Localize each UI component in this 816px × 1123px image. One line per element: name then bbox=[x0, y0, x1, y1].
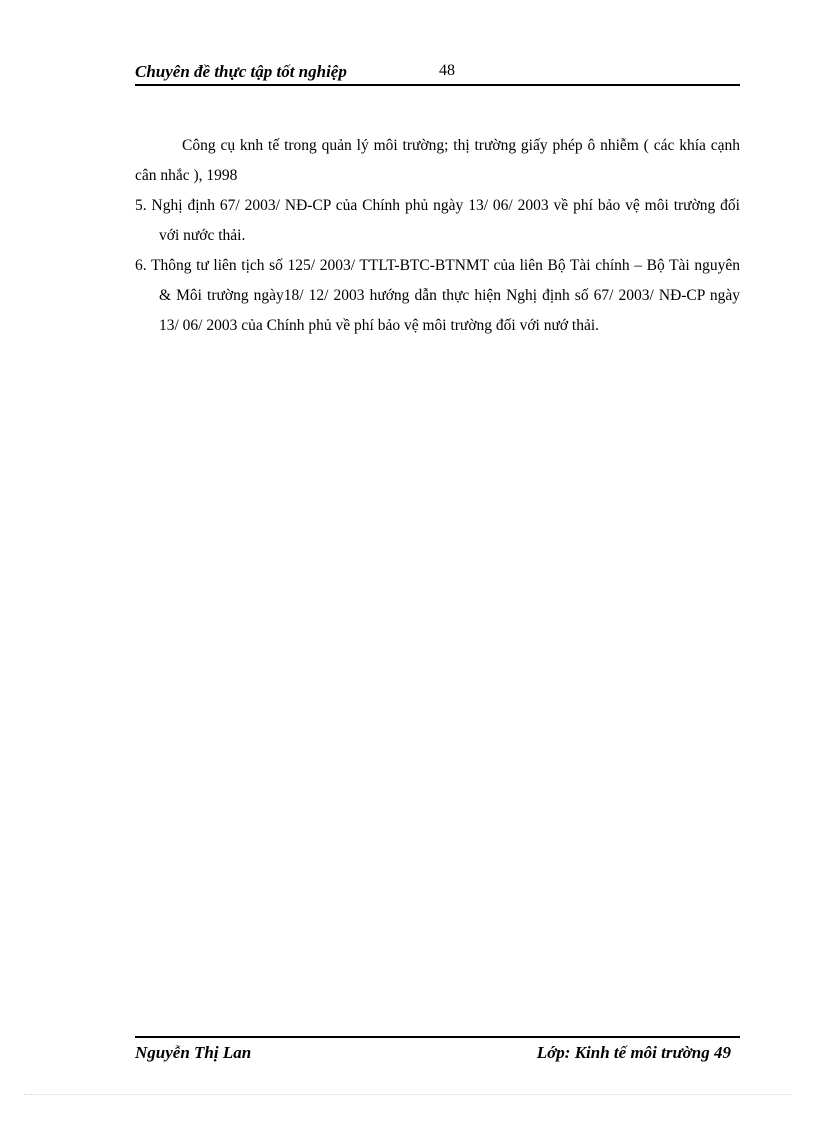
footer-divider bbox=[135, 1036, 740, 1038]
page-bottom-border bbox=[24, 1094, 792, 1095]
paragraph-intro: Công cụ knh tế trong quản lý môi trường; thị trường giấy phép ô nhiễm ( các khía cạnh cân nhắc ), 1998 bbox=[135, 137, 740, 184]
footer-author: Nguyễn Thị Lan bbox=[135, 1043, 252, 1062]
page-header bbox=[135, 60, 740, 86]
reference-item-5: 5. Nghị định 67/ 2003/ NĐ-CP của Chính phủ ngày 13/ 06/ 2003 về phí bảo vệ môi trường đối với nước thải. bbox=[135, 197, 740, 244]
header-page-number: 48 bbox=[439, 62, 455, 79]
reference-item-6: 6. Thông tư liên tịch số 125/ 2003/ TTLT-BTC-BTNMT của liên Bộ Tài chính – Bộ Tài nguyên & Môi trường ngày18/ 12/ 2003 hướng dẫn thực hiện Nghị định số 67/ 2003/ NĐ-CP ngày 13/ 06/ 2003 của Chính phủ về phí bảo vệ môi trường đối với nướ thải. bbox=[135, 257, 740, 334]
document-body bbox=[135, 131, 740, 341]
header-title: Chuyên đề thực tập tốt nghiệp bbox=[135, 62, 347, 81]
footer-class: Lớp: Kinh tế môi trường 49 bbox=[536, 1043, 731, 1062]
